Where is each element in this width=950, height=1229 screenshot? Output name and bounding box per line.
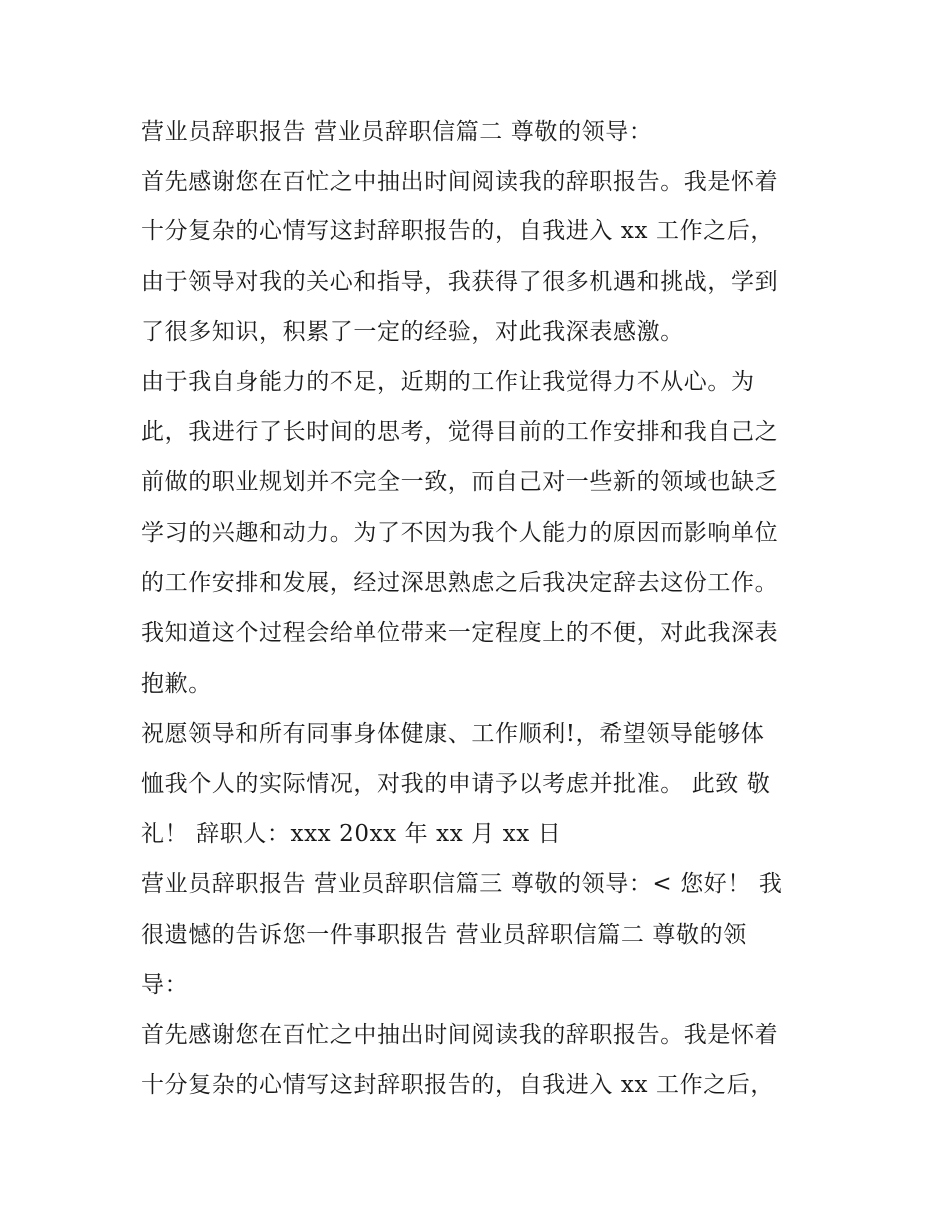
- text-line: 首先感谢您在百忙之中抽出时间阅读我的辞职报告。我是怀着: [141, 169, 779, 195]
- text-line: 学习的兴趣和动力。为了不因为我个人能力的原因而影响单位: [141, 520, 779, 546]
- text-line: 礼！ 辞职人：xxx 20xx 年 xx 月 xx 日: [141, 821, 562, 847]
- text-line: 首先感谢您在百忙之中抽出时间阅读我的辞职报告。我是怀着: [141, 1022, 779, 1048]
- text-line: 营业员辞职报告 营业员辞职信篇三 尊敬的领导：< 您好！ 我: [141, 871, 783, 897]
- text-line: 前做的职业规划并不完全一致，而自己对一些新的领域也缺乏: [141, 469, 779, 495]
- text-line: 祝愿领导和所有同事身体健康、工作顺利!，希望领导能够体: [141, 721, 765, 747]
- text-line: 了很多知识，积累了一定的经验，对此我深表感激。: [141, 319, 684, 345]
- text-line: 此，我进行了长时间的思考，觉得目前的工作安排和我自己之: [141, 419, 779, 445]
- text-line: 由于领导对我的关心和指导，我获得了很多机遇和挑战，学到: [141, 269, 779, 295]
- text-line: 很遗憾的告诉您一件事职报告 营业员辞职信篇二 尊敬的领: [141, 922, 747, 948]
- text-line: 抱歉。: [141, 671, 212, 697]
- text-line: 十分复杂的心情写这封辞职报告的，自我进入 xx 工作之后，: [141, 218, 774, 244]
- text-line: 由于我自身能力的不足，近期的工作让我觉得力不从心。为: [141, 369, 755, 395]
- text-line: 十分复杂的心情写这封辞职报告的，自我进入 xx 工作之后，: [141, 1072, 774, 1098]
- text-line: 的工作安排和发展，经过深思熟虑之后我决定辞去这份工作。: [141, 570, 779, 596]
- text-line: 我知道这个过程会给单位带来一定程度上的不便，对此我深表: [141, 620, 779, 646]
- text-line: 营业员辞职报告 营业员辞职信篇二 尊敬的领导：: [141, 119, 653, 145]
- text-line: 恤我个人的实际情况，对我的申请予以考虑并批准。 此致 敬: [141, 771, 771, 797]
- text-line: 导：: [141, 972, 189, 998]
